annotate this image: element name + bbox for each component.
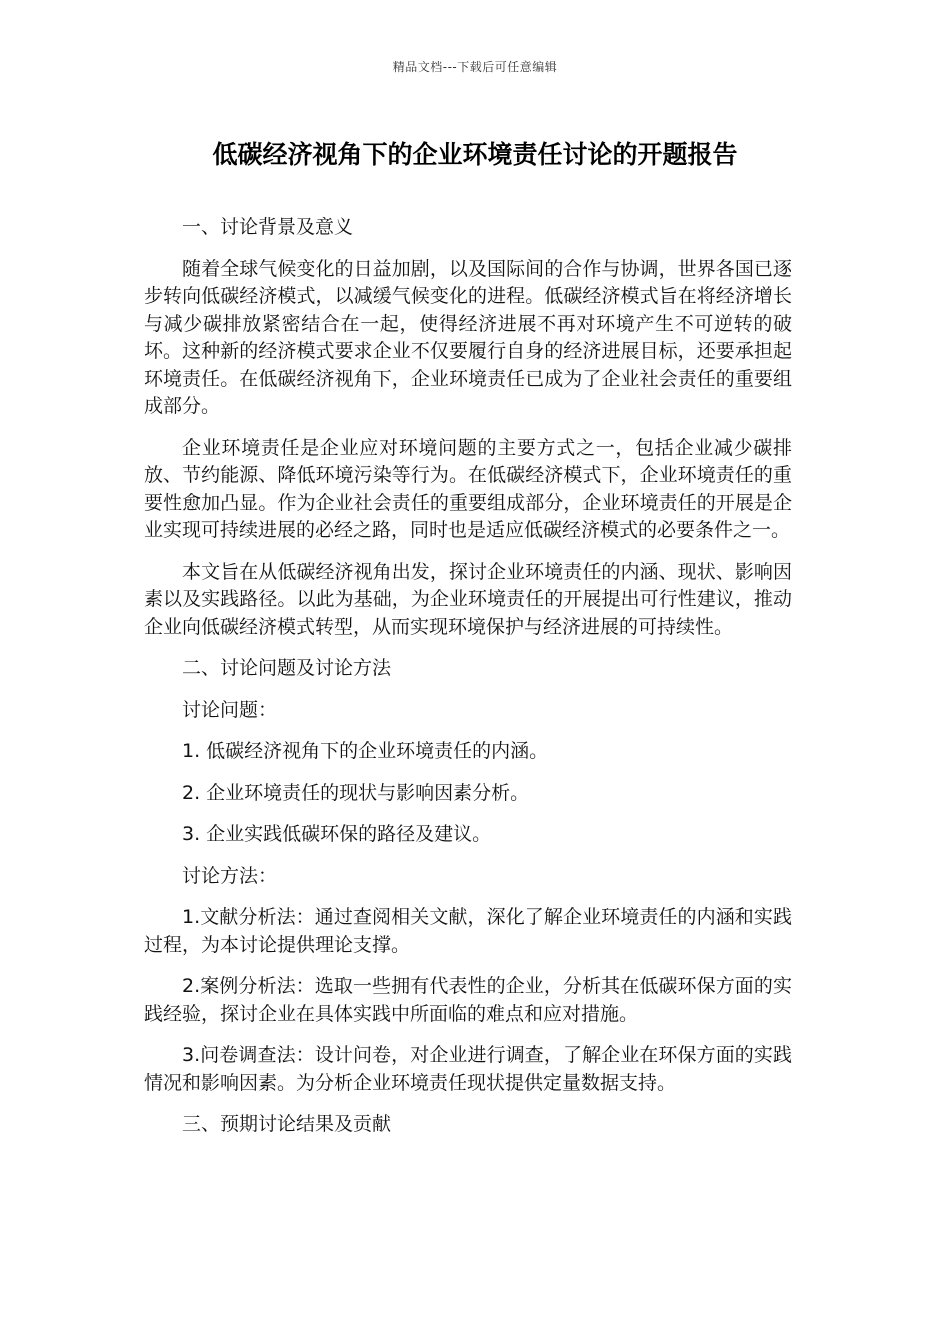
method-item-3: 3.问卷调查法：设计问卷，对企业进行调查，了解企业在环保方面的实践情况和影响因素。为分析企业环境责任现状提供定量数据支持。 — [144, 1044, 792, 1094]
paragraph-background-2: 企业环境责任是企业应对环境问题的主要方式之一，包括企业减少碳排放、节约能源、降低环境污染等行为。在低碳经济模式下，企业环境责任的重要性愈加凸显。作为企业社会责任的重要组成部分，企业环境责任的开展是企业实现可持续进展的必经之路，同时也是适应低碳经济模式的必要条件之一。 — [144, 436, 792, 541]
method-item-1: 1.文献分析法：通过查阅相关文献，深化了解企业环境责任的内涵和实践过程，为本讨论提供理论支撑。 — [144, 906, 792, 956]
paragraph-background-3: 本文旨在从低碳经济视角出发，探讨企业环境责任的内涵、现状、影响因素以及实践路径。以此为基础，为企业环境责任的开展提出可行性建议，推动企业向低碳经济模式转型，从而实现环境保护与经济进展的可持续性。 — [144, 560, 792, 638]
question-item-3: 3. 企业实践低碳环保的路径及建议。 — [182, 823, 492, 845]
document-body — [144, 214, 792, 1153]
section-heading-questions-methods: 二、讨论问题及讨论方法 — [182, 657, 392, 679]
paragraph-background-1: 随着全球气候变化的日益加剧，以及国际间的合作与协调，世界各国已逐步转向低碳经济模式，以减缓气候变化的进程。低碳经济模式旨在将经济增长与减少碳排放紧密结合在一起，使得经济进展不再对环境产生不可逆转的破坏。这种新的经济模式要求企业不仅要履行自身的经济进展目标，还要承担起环境责任。在低碳经济视角下，企业环境责任已成为了企业社会责任的重要组成部分。 — [144, 257, 792, 417]
method-item-2: 2.案例分析法：选取一些拥有代表性的企业，分析其在低碳环保方面的实践经验，探讨企业在具体实践中所面临的难点和应对措施。 — [144, 975, 792, 1025]
section-heading-background: 一、讨论背景及意义 — [182, 216, 354, 238]
question-item-1: 1. 低碳经济视角下的企业环境责任的内涵。 — [182, 740, 549, 762]
question-item-2: 2. 企业环境责任的现状与影响因素分析。 — [182, 781, 530, 804]
header-note: 精品文档---下载后可任意编辑 — [392, 60, 558, 74]
subheading-questions: 讨论问题： — [182, 698, 278, 721]
document-title: 低碳经济视角下的企业环境责任讨论的开题报告 — [212, 140, 738, 169]
subheading-methods: 讨论方法： — [182, 864, 278, 887]
section-heading-expected-results: 三、预期讨论结果及贡献 — [182, 1113, 392, 1135]
